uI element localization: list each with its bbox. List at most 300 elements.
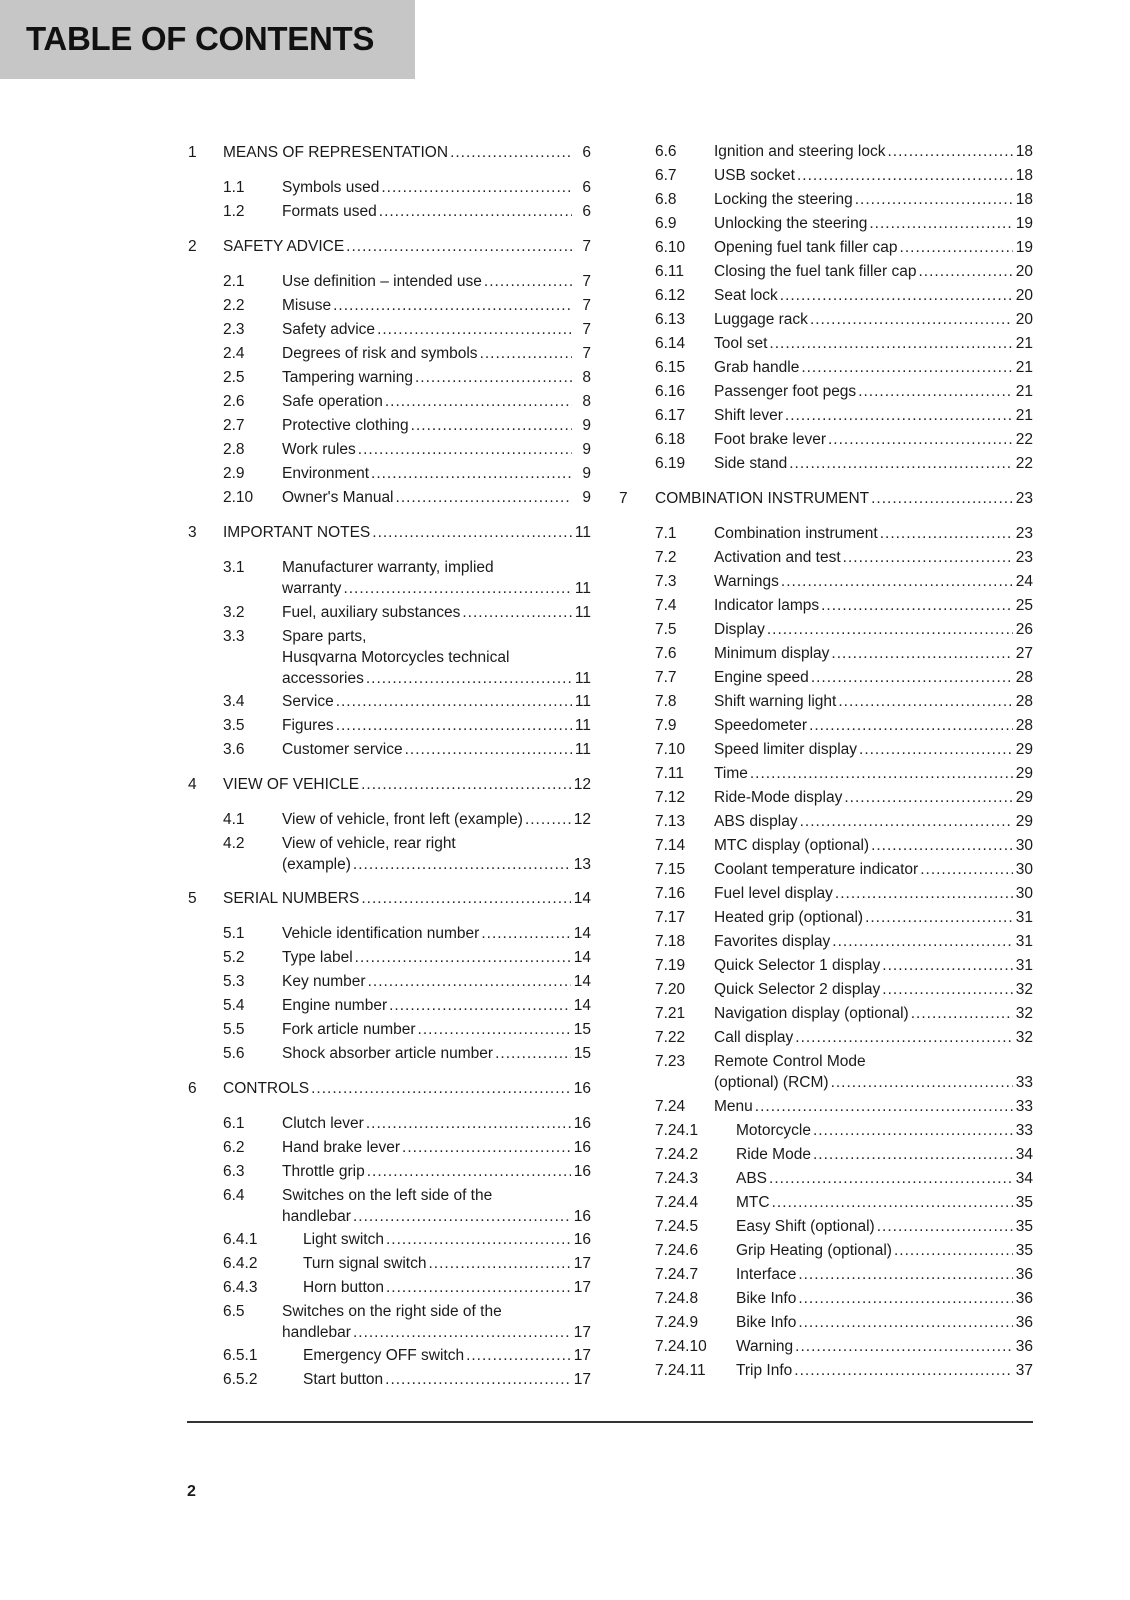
toc-entry-title: Shift lever <box>714 407 783 424</box>
toc-entry-number: 6.10 <box>655 239 686 256</box>
toc-entry-number: 2.10 <box>223 489 254 506</box>
toc-entry-title: Protective clothing <box>282 417 409 434</box>
toc-entry-page: 33 <box>1015 1074 1033 1091</box>
toc-entry-number: 3.6 <box>223 741 245 758</box>
toc-entry-page: 31 <box>1015 909 1033 926</box>
dot-leader <box>880 524 1013 544</box>
toc-entry-number: 7.12 <box>655 789 686 806</box>
toc-entry <box>714 142 1033 162</box>
toc-entry-title: Misuse <box>282 297 332 314</box>
toc-entry-page: 23 <box>1015 490 1033 507</box>
toc-entry-page: 11 <box>574 741 591 758</box>
toc-entry-page: 7 <box>582 238 591 255</box>
toc-entry-number: 5.3 <box>223 973 245 990</box>
toc-entry-title: Seat lock <box>714 287 778 304</box>
toc-entry <box>282 416 591 436</box>
dot-leader <box>858 382 1013 402</box>
toc-entry <box>714 238 1033 258</box>
toc-entry <box>282 1162 591 1182</box>
dot-leader <box>367 1162 571 1182</box>
dot-leader <box>781 572 1013 592</box>
toc-entry-page: 15 <box>573 1021 591 1038</box>
toc-entry-number: 7 <box>619 490 628 507</box>
toc-entry <box>303 1346 591 1366</box>
dot-leader <box>789 454 1013 474</box>
toc-entry-title: ABS <box>736 1170 768 1187</box>
toc-entry <box>714 358 1033 378</box>
toc-entry-page: 22 <box>1015 431 1033 448</box>
toc-entry <box>303 1278 591 1298</box>
toc-entry-title: Grab handle <box>714 359 800 376</box>
header-band <box>0 0 415 79</box>
toc-entry-page: 17 <box>573 1324 591 1341</box>
toc-entry-title: Throttle grip <box>282 1163 365 1180</box>
toc-entry <box>736 1241 1033 1261</box>
toc-entry-number: 7.3 <box>655 573 677 590</box>
toc-entry-number: 3.2 <box>223 604 245 621</box>
toc-entry-title: Service <box>282 693 334 710</box>
toc-entry-number: 2.4 <box>223 345 245 362</box>
toc-entry <box>714 764 1033 784</box>
toc-entry-page: 19 <box>1015 239 1033 256</box>
toc-entry-title: COMBINATION INSTRUMENT <box>655 490 870 507</box>
toc-entry-number: 5.6 <box>223 1045 245 1062</box>
toc-entry-number: 6.3 <box>223 1163 245 1180</box>
toc-entry <box>714 716 1033 736</box>
toc-entry-page: 35 <box>1015 1218 1033 1235</box>
toc-entry-page: 23 <box>1015 525 1033 542</box>
toc-entry-page: 32 <box>1015 981 1033 998</box>
dot-leader <box>336 692 572 712</box>
toc-entry-number: 1.2 <box>223 203 245 220</box>
toc-entry <box>714 788 1033 808</box>
toc-entry-title: MTC display (optional) <box>714 837 870 854</box>
toc-entry <box>714 406 1033 426</box>
toc-entry-page: 31 <box>1015 933 1033 950</box>
toc-entry-title: CONTROLS <box>223 1080 310 1097</box>
toc-entry-number: 6.11 <box>655 263 685 280</box>
toc-entry-page: 27 <box>1015 645 1033 662</box>
dot-leader <box>346 237 572 257</box>
toc-entry-title: Vehicle identification number <box>282 925 480 942</box>
toc-entry-title: Combination instrument <box>714 525 878 542</box>
dot-leader <box>831 644 1012 664</box>
toc-entry-number: 3.4 <box>223 693 245 710</box>
dot-leader <box>368 972 571 992</box>
toc-entry <box>714 1073 1033 1093</box>
toc-entry-page: 24 <box>1015 573 1033 590</box>
toc-entry-title: Ride-Mode display <box>714 789 843 806</box>
toc-entry-page: 9 <box>582 465 591 482</box>
toc-entry-page: 20 <box>1015 311 1033 328</box>
toc-entry-page: 21 <box>1015 383 1033 400</box>
toc-entry-title: Start button <box>303 1371 384 1388</box>
footer-rule <box>187 1421 1033 1423</box>
toc-entry-page: 29 <box>1015 813 1033 830</box>
dot-leader <box>358 440 572 460</box>
page-title: TABLE OF CONTENTS <box>26 20 375 57</box>
toc-entry-number: 7.5 <box>655 621 677 638</box>
toc-entry <box>282 810 591 830</box>
dot-leader <box>396 488 572 508</box>
dot-leader <box>495 1044 571 1064</box>
toc-entry-page: 16 <box>573 1208 591 1225</box>
toc-entry-title: Display <box>714 621 765 638</box>
toc-entry <box>282 178 591 198</box>
toc-entry-number: 6.15 <box>655 359 686 376</box>
toc-entry-page: 29 <box>1015 741 1033 758</box>
toc-entry-page: 29 <box>1015 765 1033 782</box>
toc-entry-title: accessories <box>282 670 364 687</box>
toc-entry-number: 6.4 <box>223 1187 245 1204</box>
toc-entry-page: 36 <box>1015 1338 1033 1355</box>
toc-entry-number: 7.24.5 <box>655 1218 699 1235</box>
toc-entry <box>223 143 591 163</box>
toc-entry <box>282 202 591 222</box>
toc-entry <box>282 392 591 412</box>
toc-entry-number: 7.24.7 <box>655 1266 699 1283</box>
toc-entry <box>714 812 1033 832</box>
toc-entry-title: Minimum display <box>714 645 830 662</box>
toc-entry-number: 6.4.1 <box>223 1231 258 1248</box>
dot-leader <box>767 620 1013 640</box>
toc-entry-page: 14 <box>573 925 591 942</box>
toc-entry-title: Safety advice <box>282 321 376 338</box>
dot-leader <box>831 1073 1013 1093</box>
toc-entry-title: Safe operation <box>282 393 383 410</box>
dot-leader <box>418 1020 571 1040</box>
dot-leader <box>772 1193 1013 1213</box>
dot-leader <box>798 1265 1012 1285</box>
dot-leader <box>389 996 571 1016</box>
toc-entry-number: 6.12 <box>655 287 686 304</box>
toc-entry-title: Luggage rack <box>714 311 808 328</box>
toc-entry <box>223 523 591 543</box>
toc-entry <box>282 464 591 484</box>
toc-entry-title: Bike Info <box>736 1314 797 1331</box>
dot-leader <box>353 1207 571 1227</box>
toc-entry <box>282 272 591 292</box>
toc-entry-page: 17 <box>573 1255 591 1272</box>
toc-entry-number: 7.24.4 <box>655 1194 699 1211</box>
toc-entry-title: Figures <box>282 717 334 734</box>
toc-entry-page: 12 <box>573 776 591 793</box>
toc-entry-number: 7.1 <box>655 525 677 542</box>
toc-entry <box>282 692 591 712</box>
toc-entry <box>223 1079 591 1099</box>
dot-leader <box>333 296 572 316</box>
toc-entry-title-line: Switches on the right side of the <box>282 1303 502 1320</box>
toc-entry <box>714 596 1033 616</box>
dot-leader <box>795 1337 1013 1357</box>
toc-entry-title: Navigation display (optional) <box>714 1005 909 1022</box>
dot-leader <box>811 668 1013 688</box>
toc-entry-number: 5.4 <box>223 997 245 1014</box>
toc-entry-number: 4 <box>188 776 197 793</box>
toc-entry-page: 14 <box>573 890 591 907</box>
dot-leader <box>798 1289 1012 1309</box>
toc-entry-title: handlebar <box>282 1324 351 1341</box>
toc-entry-page: 21 <box>1015 359 1033 376</box>
toc-entry <box>714 1097 1033 1117</box>
dot-leader <box>911 1004 1013 1024</box>
toc-entry-title: Type label <box>282 949 353 966</box>
toc-entry-title: Locking the steering <box>714 191 853 208</box>
toc-entry <box>736 1169 1033 1189</box>
toc-entry-page: 20 <box>1015 287 1033 304</box>
toc-entry <box>714 572 1033 592</box>
toc-entry <box>282 603 591 623</box>
dot-leader <box>871 836 1013 856</box>
dot-leader <box>810 310 1013 330</box>
dot-leader <box>525 810 571 830</box>
toc-entry <box>282 1044 591 1064</box>
toc-entry-page: 36 <box>1015 1266 1033 1283</box>
dot-leader <box>900 238 1013 258</box>
toc-entry <box>714 836 1033 856</box>
toc-entry-number: 7.10 <box>655 741 686 758</box>
dot-leader <box>844 788 1012 808</box>
toc-entry-title: Engine number <box>282 997 388 1014</box>
toc-entry <box>282 1020 591 1040</box>
toc-entry-number: 7.6 <box>655 645 677 662</box>
toc-entry-title: ABS display <box>714 813 798 830</box>
toc-entry-page: 16 <box>573 1139 591 1156</box>
toc-entry-number: 6.9 <box>655 215 677 232</box>
dot-leader <box>462 603 572 623</box>
dot-leader <box>484 272 572 292</box>
dot-leader <box>381 178 572 198</box>
toc-entry-title: Foot brake lever <box>714 431 826 448</box>
dot-leader <box>813 1121 1013 1141</box>
toc-entry-page: 35 <box>1015 1242 1033 1259</box>
toc-entry-title: Clutch lever <box>282 1115 364 1132</box>
dot-leader <box>353 1323 571 1343</box>
toc-entry-number: 7.24.3 <box>655 1170 699 1187</box>
toc-entry-title: Fork article number <box>282 1021 416 1038</box>
toc-entry-number: 7.4 <box>655 597 677 614</box>
toc-entry <box>282 996 591 1016</box>
toc-entry-number: 6.17 <box>655 407 686 424</box>
toc-entry <box>736 1361 1033 1381</box>
toc-entry <box>714 668 1033 688</box>
dot-leader <box>750 764 1013 784</box>
toc-entry-title: Key number <box>282 973 366 990</box>
toc-entry <box>714 262 1033 282</box>
toc-entry-page: 37 <box>1015 1362 1033 1379</box>
toc-entry-title: Time <box>714 765 748 782</box>
toc-entry-page: 9 <box>582 417 591 434</box>
dot-leader <box>769 1169 1013 1189</box>
toc-entry-number: 6.2 <box>223 1139 245 1156</box>
dot-leader <box>801 358 1012 378</box>
toc-entry-number: 7.8 <box>655 693 677 710</box>
toc-entry-title: Emergency OFF switch <box>303 1347 465 1364</box>
toc-entry-number: 7.18 <box>655 933 686 950</box>
toc-entry-page: 23 <box>1015 549 1033 566</box>
toc-entry-page: 32 <box>1015 1005 1033 1022</box>
toc-entry-page: 35 <box>1015 1194 1033 1211</box>
dot-leader <box>336 716 572 736</box>
toc-entry-number: 2 <box>188 238 197 255</box>
toc-entry-title: View of vehicle, front left (example) <box>282 811 523 828</box>
dot-leader <box>415 368 572 388</box>
toc-entry-page: 28 <box>1015 693 1033 710</box>
toc-entry-number: 7.7 <box>655 669 677 686</box>
toc-entry-title: Unlocking the steering <box>714 215 868 232</box>
page-number: 2 <box>187 1483 196 1500</box>
dot-leader <box>798 1313 1012 1333</box>
toc-entry-number: 7.24.10 <box>655 1338 707 1355</box>
toc-entry-number: 7.24.11 <box>655 1362 706 1379</box>
toc-entry <box>736 1265 1033 1285</box>
toc-entry-page: 11 <box>574 693 591 710</box>
toc-entry-title: Work rules <box>282 441 356 458</box>
toc-entry <box>714 1028 1033 1048</box>
dot-leader <box>386 1278 571 1298</box>
dot-leader <box>813 1145 1013 1165</box>
toc-entry-title: Symbols used <box>282 179 380 196</box>
dot-leader <box>480 344 572 364</box>
toc-entry <box>282 1138 591 1158</box>
dot-leader <box>918 262 1012 282</box>
toc-entry-title: Passenger foot pegs <box>714 383 857 400</box>
toc-entry-number: 2.9 <box>223 465 245 482</box>
toc-entry-page: 14 <box>573 949 591 966</box>
toc-entry-title: Shift warning light <box>714 693 837 710</box>
toc-entry-number: 7.15 <box>655 861 686 878</box>
dot-leader <box>785 406 1013 426</box>
toc-entry-title: Indicator lamps <box>714 597 820 614</box>
dot-leader <box>343 579 571 599</box>
toc-entry-title: Favorites display <box>714 933 831 950</box>
dot-leader <box>882 956 1012 976</box>
toc-entry-number: 2.1 <box>223 273 245 290</box>
toc-entry-title: Degrees of risk and symbols <box>282 345 478 362</box>
toc-entry-number: 7.20 <box>655 981 686 998</box>
dot-leader <box>797 166 1013 186</box>
dot-leader <box>865 908 1013 928</box>
toc-entry-page: 8 <box>582 369 591 386</box>
toc-entry-page: 18 <box>1015 167 1033 184</box>
toc-entry-number: 7.24.9 <box>655 1314 699 1331</box>
toc-entry-number: 7.24.8 <box>655 1290 699 1307</box>
toc-entry-number: 5.5 <box>223 1021 245 1038</box>
toc-entry-number: 7.16 <box>655 885 686 902</box>
toc-entry <box>714 956 1033 976</box>
toc-entry-number: 7.13 <box>655 813 686 830</box>
dot-leader <box>800 812 1013 832</box>
toc-entry-title: Opening fuel tank filler cap <box>714 239 898 256</box>
toc-entry-page: 11 <box>574 604 591 621</box>
toc-entry-page: 22 <box>1015 455 1033 472</box>
toc-entry-number: 6.18 <box>655 431 686 448</box>
toc-entry <box>282 716 591 736</box>
toc-entry-page: 33 <box>1015 1122 1033 1139</box>
toc-entry-page: 16 <box>573 1231 591 1248</box>
dot-leader <box>372 523 572 543</box>
toc-entry-page: 16 <box>573 1115 591 1132</box>
toc-entry-page: 30 <box>1015 837 1033 854</box>
toc-entry-number: 1 <box>188 144 197 161</box>
dot-leader <box>481 924 570 944</box>
toc-entry <box>714 454 1033 474</box>
dot-leader <box>385 392 572 412</box>
toc-entry-title: Motorcycle <box>736 1122 811 1139</box>
toc-entry-number: 7.17 <box>655 909 686 926</box>
toc-entry-page: 7 <box>582 273 591 290</box>
toc-entry-title: Customer service <box>282 741 403 758</box>
toc-entry-title: Heated grip (optional) <box>714 909 864 926</box>
toc-entry-number: 6.4.2 <box>223 1255 258 1272</box>
toc-entry-title: IMPORTANT NOTES <box>223 524 371 541</box>
dot-leader <box>405 740 572 760</box>
dot-leader <box>386 1230 571 1250</box>
toc-entry <box>714 382 1033 402</box>
toc-entry <box>282 344 591 364</box>
toc-entry-page: 18 <box>1015 191 1033 208</box>
toc-entry-page: 7 <box>582 345 591 362</box>
toc-entry-number: 5.1 <box>223 925 245 942</box>
toc-entry-page: 11 <box>574 717 591 734</box>
dot-leader <box>377 320 572 340</box>
toc-entry-page: 34 <box>1015 1146 1033 1163</box>
toc-entry-page: 29 <box>1015 789 1033 806</box>
dot-leader <box>832 932 1012 952</box>
toc-entry <box>714 692 1033 712</box>
toc-entry-page: 30 <box>1015 861 1033 878</box>
toc-entry-title: Ride Mode <box>736 1146 811 1163</box>
toc-entry <box>714 620 1033 640</box>
toc-entry-number: 2.8 <box>223 441 245 458</box>
toc-entry <box>282 924 591 944</box>
toc-entry <box>714 980 1033 1000</box>
toc-entry-page: 9 <box>582 489 591 506</box>
toc-entry-number: 3.3 <box>223 628 245 645</box>
toc-entry <box>282 368 591 388</box>
toc-entry <box>282 320 591 340</box>
dot-leader <box>920 860 1013 880</box>
toc-entry <box>714 524 1033 544</box>
toc-entry-page: 11 <box>574 670 591 687</box>
dot-leader <box>894 1241 1013 1261</box>
toc-entry-title: SAFETY ADVICE <box>223 238 345 255</box>
toc-entry <box>714 166 1033 186</box>
dot-leader <box>843 548 1013 568</box>
dot-leader <box>371 464 572 484</box>
toc-entry <box>714 908 1033 928</box>
dot-leader <box>366 669 572 689</box>
toc-entry <box>282 948 591 968</box>
toc-entry-title: Formats used <box>282 203 377 220</box>
toc-entry-page: 26 <box>1015 621 1033 638</box>
toc-entry-page: 17 <box>573 1371 591 1388</box>
toc-entry-page: 11 <box>574 524 591 541</box>
toc-entry-page: 6 <box>582 179 591 196</box>
toc-entry-page: 6 <box>582 203 591 220</box>
toc-entry-number: 4.2 <box>223 835 245 852</box>
toc-entry-page: 7 <box>582 297 591 314</box>
toc-entry-number: 6.19 <box>655 455 686 472</box>
toc-entry-title: VIEW OF VEHICLE <box>223 776 360 793</box>
toc-entry-title: (optional) (RCM) <box>714 1074 829 1091</box>
dot-leader <box>887 142 1012 162</box>
toc-entry-number: 2.6 <box>223 393 245 410</box>
dot-leader <box>795 1028 1012 1048</box>
dot-leader <box>859 740 1013 760</box>
toc-entry <box>714 190 1033 210</box>
toc-entry-title: Quick Selector 1 display <box>714 957 881 974</box>
